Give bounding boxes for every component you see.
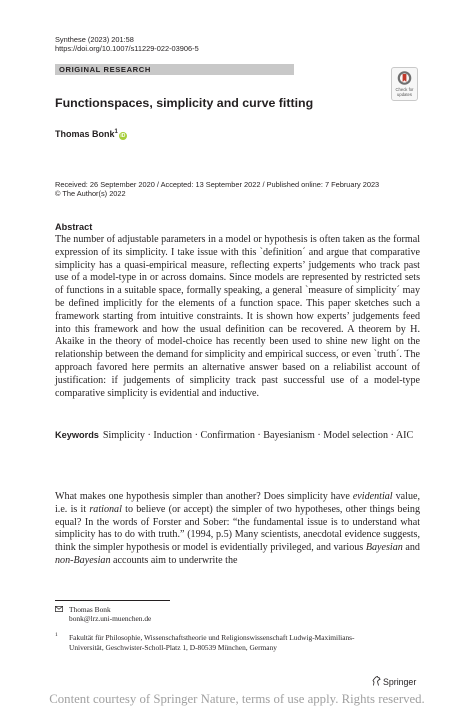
body-text-segment: accounts aim to underwrite the [110, 554, 238, 566]
courtesy-notice: Content courtesy of Springer Nature, terms of use apply. Rights reserved. [49, 692, 425, 706]
journal-citation: Synthese (2023) 201:58 [55, 35, 134, 44]
updates-line2: updates [397, 92, 412, 97]
body-text-segment: and [402, 542, 420, 554]
body-paragraph [55, 491, 420, 568]
body-text-segment: value, i.e. is it [55, 491, 420, 515]
footnote-divider [55, 600, 170, 601]
body-text-segment: What makes one hypothesis simpler than another? Does simplicity have [55, 491, 353, 502]
doi-link[interactable]: https://doi.org/10.1007/s11229-022-03906-5 [55, 44, 199, 54]
author-line [55, 129, 127, 140]
author-name[interactable]: Thomas Bonk [55, 129, 115, 139]
check-for-updates-badge[interactable] [391, 67, 418, 101]
affiliation-number: 1 [55, 632, 58, 638]
author-affiliation-marker: 1 [114, 129, 118, 135]
abstract-text: The number of adjustable parameters in a model or hypothesis is often taken as the formal expression of its simplicity. I take issue with this `definition´ and argue that comparative simplicity has a quasi-empirical measure, reflecting experts’ judgements who track past use of a model-type in or across domains. Since models are represented by restricted sets of functions in a suitable space, formally speaking, a general `measure of simplicity´ may be defined implicitly for the elements of a function space. This paper sketches such a framework starting from intuitive constraints. It is shown how experts’ judgements feed into this framework and how the usual definition can be recovered. A theorem by H. Akaike in the theory of model-choice has recently been used to shine new light on the relationship between the demand for simplicity and empirical success, or even `truth´. The approach favored here permits an alternative answer based on a reliabilist account of justification: if judgements of simplicity track past successful use of a model-type comparative simplicity is evidential and inductive. [55, 234, 420, 399]
keywords-heading: Keywords [55, 430, 99, 440]
orcid-icon[interactable]: iD [120, 133, 126, 139]
contact-email[interactable]: bonk@lrz.uni-muenchen.de [69, 614, 152, 624]
publication-dates [55, 180, 379, 199]
publisher-logo[interactable] [372, 676, 416, 687]
body-emphasis: evidential [352, 491, 393, 502]
keywords-list: Simplicity · Induction · Confirmation · Bayesianism · Model selection · AIC [102, 430, 414, 441]
body-text-segment: to believe (or accept) the simpler of two hypotheses, other things being equal? In the words of Forster and Sober: “the fundamental issue is to understand what simplicity has to do with truth.” (1994, p.5) Many scientists, anecdotal evidence suggests, think the simpler hypothesis or model is evidentially privileged, and various [55, 503, 420, 554]
copyright-line: © The Author(s) 2022 [55, 189, 126, 199]
abstract-heading: Abstract [55, 222, 93, 232]
affiliation-text: Fakultät für Philosophie, Wissenschaftstheorie und Religionswissenschaft Ludwig-Maximilians-Universität, Geschwister-Scholl-Platz 1, D-80539 München, Germany [69, 633, 355, 652]
updates-line1: Check for [395, 87, 414, 92]
check-for-updates-icon [397, 70, 412, 86]
contact-block [55, 605, 151, 624]
body-emphasis: Bayesian [365, 542, 403, 554]
mail-icon [55, 606, 63, 612]
dates-line: Received: 26 September 2020 / Accepted: 13 September 2022 / Published online: 7 February 2023 [55, 180, 380, 189]
keywords [55, 429, 420, 443]
section-label: ORIGINAL RESEARCH [59, 65, 151, 74]
body-emphasis: rational [89, 503, 122, 515]
springer-horse-icon [372, 676, 381, 686]
section-bar [55, 64, 294, 75]
contact-name: Thomas Bonk [69, 605, 111, 614]
publisher-name: Springer [383, 677, 417, 687]
article-title: Functionspaces, simplicity and curve fitting [55, 96, 314, 110]
journal-info [55, 35, 199, 54]
body-emphasis: non-Bayesian [55, 554, 111, 566]
